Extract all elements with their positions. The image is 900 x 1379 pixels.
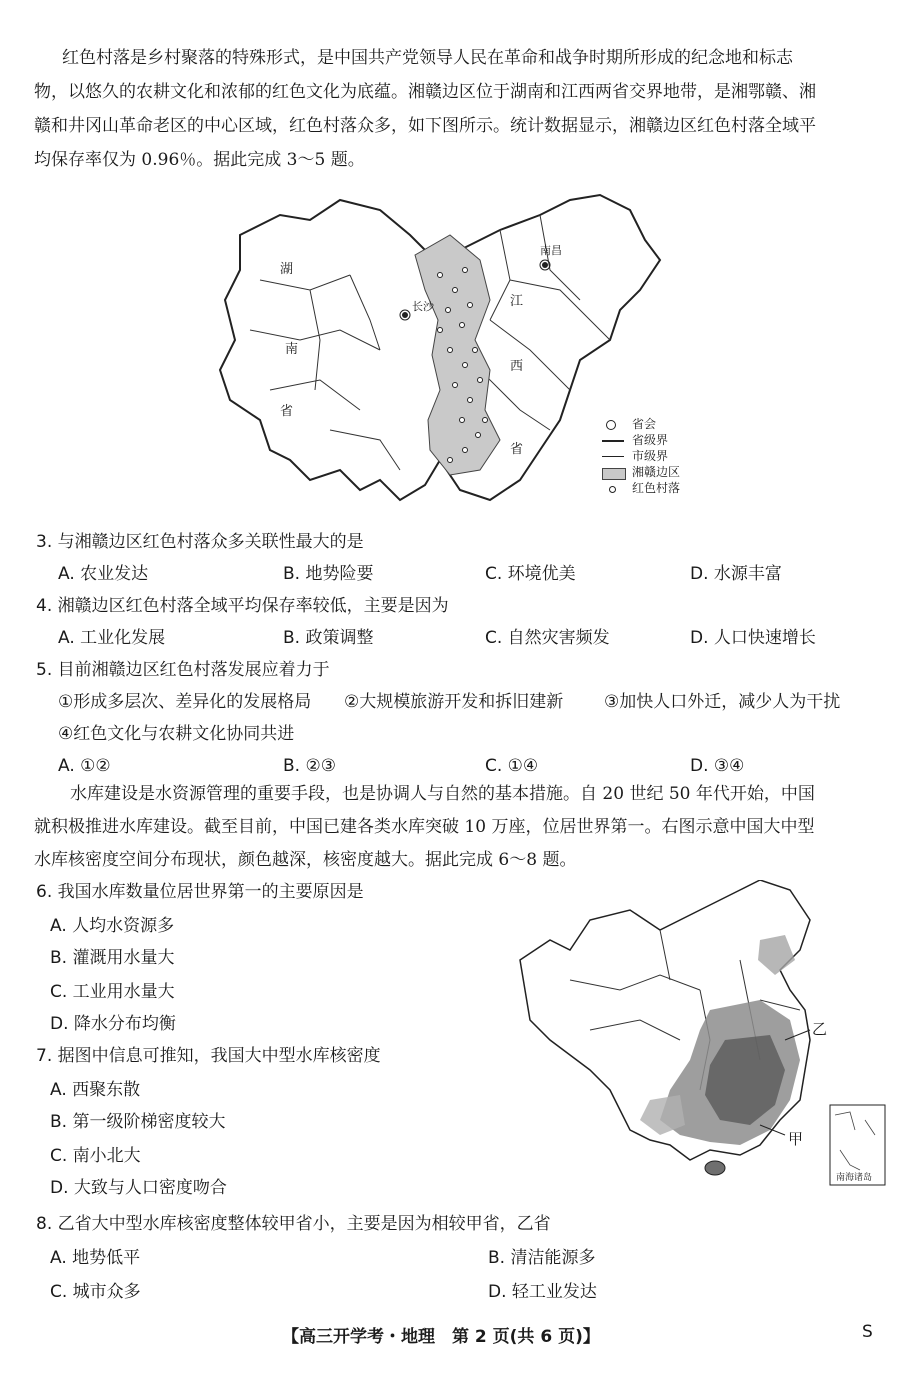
capital-dot-icon [606, 420, 616, 430]
map1-label-changsha: 长沙 [412, 300, 434, 313]
shaded-box-icon [602, 468, 626, 480]
q3-option-a: A. 农业发达 [58, 564, 149, 584]
q3-option-b: B. 地势险要 [283, 564, 374, 584]
q7-option-a: A. 西聚东散 [50, 1080, 141, 1100]
q4-option-d: D. 人口快速增长 [690, 628, 816, 648]
q6-option-b: B. 灌溉用水量大 [50, 948, 175, 968]
q8-option-b: B. 清洁能源多 [488, 1248, 596, 1268]
legend-capital: 省会 [632, 417, 657, 431]
passage2-line-2: 就积极推进水库建设。截至目前，中国已建各类水库突破 10 万座，位居世界第一。右图示意中国大中型 [34, 817, 815, 837]
q5-item-2: ②大规模旅游开发和拆旧建新 [344, 692, 564, 712]
q6-option-d: D. 降水分布均衡 [50, 1014, 176, 1034]
q5-item-1: ①形成多层次、差异化的发展格局 [58, 692, 312, 712]
q6-stem: 6. 我国水库数量位居世界第一的主要原因是 [36, 882, 364, 902]
passage1-line-3: 赣和井冈山革命老区的中心区域，红色村落众多，如下图所示。统计数据显示，湘赣边区红色村落全域平 [34, 116, 816, 136]
q3-option-d: D. 水源丰富 [690, 564, 782, 584]
page-corner-mark: S [862, 1322, 873, 1342]
q5-option-b: B. ②③ [283, 756, 336, 776]
map1-label-nan: 南 [285, 342, 299, 357]
map1-label-sheng-left: 省 [280, 404, 294, 419]
map1-legend [600, 416, 710, 508]
passage1-line-1: 红色村落是乡村聚落的特殊形式，是中国共产党领导人民在革命和战争时期所形成的纪念地和标志 [62, 48, 793, 68]
legend-border-region: 湘赣边区 [632, 465, 681, 479]
map1-label-nanchang: 南昌 [540, 244, 562, 257]
q5-item-3: ③加快人口外迁，减少人为干扰 [604, 692, 841, 712]
map2-label-jia: 甲 [788, 1130, 804, 1148]
legend-province-border: 省级界 [632, 433, 669, 447]
q7-option-c: C. 南小北大 [50, 1146, 141, 1166]
q5-option-c: C. ①④ [485, 756, 539, 776]
q3-option-c: C. 环境优美 [485, 564, 576, 584]
passage2-line-1: 水库建设是水资源管理的重要手段，也是协调人与自然的基本措施。自 20 世纪 50 年代开始，中国 [70, 784, 815, 804]
q8-option-c: C. 城市众多 [50, 1282, 141, 1302]
china-reservoir-map-graphic [510, 880, 890, 1190]
map2-inset-label: 南海诸岛 [836, 1173, 873, 1183]
thin-line-icon [602, 456, 624, 457]
legend-city-border: 市级界 [632, 449, 669, 463]
legend-red-village: 红色村落 [632, 481, 681, 495]
map1-label-sheng-right: 省 [510, 442, 524, 457]
map1-label-jiang: 江 [510, 294, 524, 309]
q4-option-a: A. 工业化发展 [58, 628, 166, 648]
map1-label-xi: 西 [510, 359, 524, 374]
q3-stem: 3. 与湘赣边区红色村落众多关联性最大的是 [36, 532, 364, 552]
q5-stem: 5. 目前湘赣边区红色村落发展应着力于 [36, 660, 330, 680]
map2-label-yi: 乙 [812, 1020, 828, 1038]
map1-label-hu: 湖 [280, 262, 294, 277]
q4-option-c: C. 自然灾害频发 [485, 628, 610, 648]
q5-option-d: D. ③④ [690, 756, 745, 776]
q7-option-d: D. 大致与人口密度吻合 [50, 1178, 227, 1198]
q4-stem: 4. 湘赣边区红色村落全域平均保存率较低，主要是因为 [36, 596, 449, 616]
q6-option-a: A. 人均水资源多 [50, 916, 175, 936]
china-reservoir-map [510, 880, 890, 1190]
q8-option-d: D. 轻工业发达 [488, 1282, 597, 1302]
passage2-line-3: 水库核密度空间分布现状，颜色越深，核密度越大。据此完成 6～8 题。 [34, 850, 577, 870]
q8-option-a: A. 地势低平 [50, 1248, 141, 1268]
q4-option-b: B. 政策调整 [283, 628, 374, 648]
q7-option-b: B. 第一级阶梯密度较大 [50, 1112, 226, 1132]
circle-icon [609, 486, 616, 493]
q8-stem: 8. 乙省大中型水库核密度整体较甲省小，主要是因为相较甲省，乙省 [36, 1214, 551, 1234]
page-footer: 【高三开学考・地理 第 2 页(共 6 页)】 [282, 1327, 600, 1347]
q5-item-4: ④红色文化与农耕文化协同共进 [58, 724, 295, 744]
passage1-line-4: 均保存率仅为 0.96％。据此完成 3～5 题。 [34, 150, 365, 170]
q5-option-a: A. ①② [58, 756, 111, 776]
passage1-line-2: 物，以悠久的农耕文化和浓郁的红色文化为底蕴。湘赣边区位于湖南和江西两省交界地带，是湘鄂赣、湘 [34, 82, 816, 102]
q7-stem: 7. 据图中信息可推知，我国大中型水库核密度 [36, 1046, 381, 1066]
q6-option-c: C. 工业用水量大 [50, 982, 175, 1002]
thick-line-icon [602, 440, 624, 442]
